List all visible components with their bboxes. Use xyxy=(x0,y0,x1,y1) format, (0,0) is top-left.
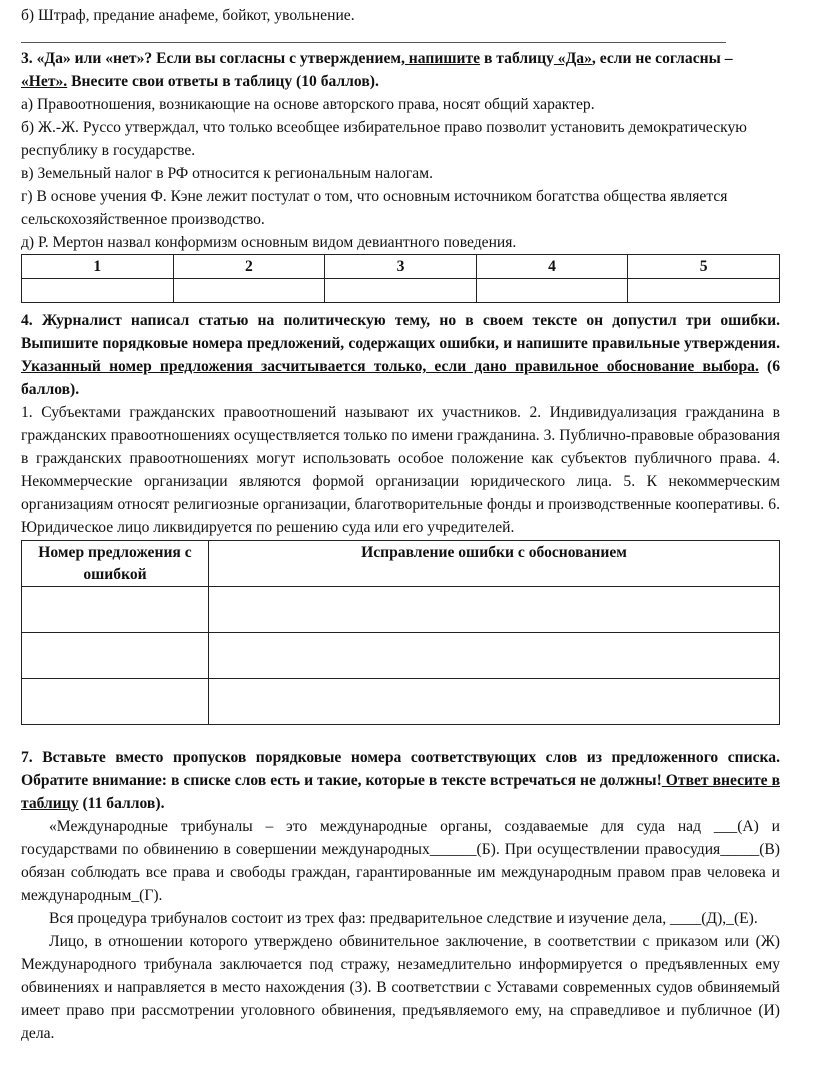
question-7 xyxy=(21,746,780,1045)
answer-cell[interactable] xyxy=(22,633,209,679)
question-3 xyxy=(21,47,780,303)
answer-cell[interactable] xyxy=(209,633,780,679)
answer-cell[interactable] xyxy=(22,679,209,725)
question-7-heading: 7. Вставьте вместо пропусков порядковые номера соответствующих слов из предложенного списка. Обратите внимание: в списке слов есть и такие, которые в тексте встречаться не должны! Ответ внесите в таблицу (11 баллов). xyxy=(21,749,780,812)
answer-cell[interactable] xyxy=(173,279,325,303)
question-4-text: 1. Субъектами гражданских правоотношений называют их участников. 2. Индивидуализация гражданина в гражданских правоотношениях осуществляется только по имени гражданина. 3. Публично-правовые образования в гражданских правоотношениях могут использовать особое положение как субъектов публичного права. 4. Некоммерческие организации являются формой организации юридического лица. 5. К некоммерческим организациям относят религиозные организации, благотворительные фонды и производственные кооперативы. 6. Юридическое лицо ликвидируется по решению суда или его учредителей. xyxy=(21,404,780,536)
answer-table-q3 xyxy=(21,254,780,303)
column-header-sentence-number: Номер предложения с ошибкой xyxy=(22,541,209,587)
fill-in-paragraph-3: Лицо, в отношении которого утверждено обвинительное заключение, в соответствии с приказом или (Ж) Международного трибунала заключается под стражу, незамедлительно информируется о предъявленных ему обвинениях и направляется в место нахождения (З). В соответствии с Уставами современных судов обвиняемый имеет право при рассмотрении уголовного обвинения, предъявляемого ему, на справедливое и публичное (И) дела. xyxy=(21,933,780,1042)
answer-table-q4 xyxy=(21,540,780,725)
column-header: 3 xyxy=(325,255,477,279)
statement-c: в) Земельный налог в РФ относится к региональным налогам. xyxy=(21,165,433,182)
column-header-correction: Исправление ошибки с обоснованием xyxy=(209,541,780,587)
statement-a: а) Правоотношения, возникающие на основе авторского права, носят общий характер. xyxy=(21,96,595,113)
answer-row xyxy=(22,633,780,679)
statement-b: б) Ж.-Ж. Руссо утверждал, что только всеобщее избирательное право позволит установить демократическую республику в государстве. xyxy=(21,119,747,159)
answer-cell[interactable] xyxy=(22,279,174,303)
answer-cell[interactable] xyxy=(628,279,780,303)
column-header: 4 xyxy=(476,255,628,279)
question-4 xyxy=(21,309,780,725)
answer-row xyxy=(22,679,780,725)
column-header: 5 xyxy=(628,255,780,279)
answer-cell[interactable] xyxy=(209,587,780,633)
answer-row xyxy=(22,279,780,303)
column-header: 1 xyxy=(22,255,174,279)
fill-in-paragraph-2: Вся процедура трибуналов состоит из трех фаз: предварительное следствие и изучение дела, ____(Д),_(Е). xyxy=(49,910,758,927)
fill-in-paragraph-1: «Международные трибуналы – это международные органы, создаваемые для суда над ___(А) и государствами по обвинению в совершении международных______(Б). При осуществлении правосудия_____(В) обязан соблюдать все права и свободы граждан, гарантированные им международным правом прав человека и международным_(Г). xyxy=(21,818,780,904)
column-header: 2 xyxy=(173,255,325,279)
table-header-row xyxy=(22,541,780,587)
previous-answer-line: б) Штраф, предание анафеме, бойкот, увольнение. xyxy=(21,7,355,24)
answer-cell[interactable] xyxy=(209,679,780,725)
statement-e: д) Р. Мертон назвал конформизм основным видом девиантного поведения. xyxy=(21,234,517,251)
answer-cell[interactable] xyxy=(22,587,209,633)
answer-cell[interactable] xyxy=(325,279,477,303)
section-divider xyxy=(21,42,726,43)
answer-row xyxy=(22,587,780,633)
answer-cell[interactable] xyxy=(476,279,628,303)
question-4-heading: 4. Журналист написал статью на политическую тему, но в своем тексте он допустил три ошибки. Выпишите порядковые номера предложений, содержащих ошибки, и напишите правильные утверждения. Указанный номер предложения засчитывается только, если дано правильное обоснование выбора. (6 баллов). xyxy=(21,312,780,398)
question-3-heading: 3. «Да» или «нет»? Если вы согласны с утверждением, напишите в таблицу «Да», если не согласны – «Нет». Внесите свои ответы в таблицу (10 баллов). xyxy=(21,50,733,90)
table-header-row xyxy=(22,255,780,279)
statement-d: г) В основе учения Ф. Кэне лежит постулат о том, что основным источником богатства общества является сельскохозяйственное производство. xyxy=(21,188,728,228)
